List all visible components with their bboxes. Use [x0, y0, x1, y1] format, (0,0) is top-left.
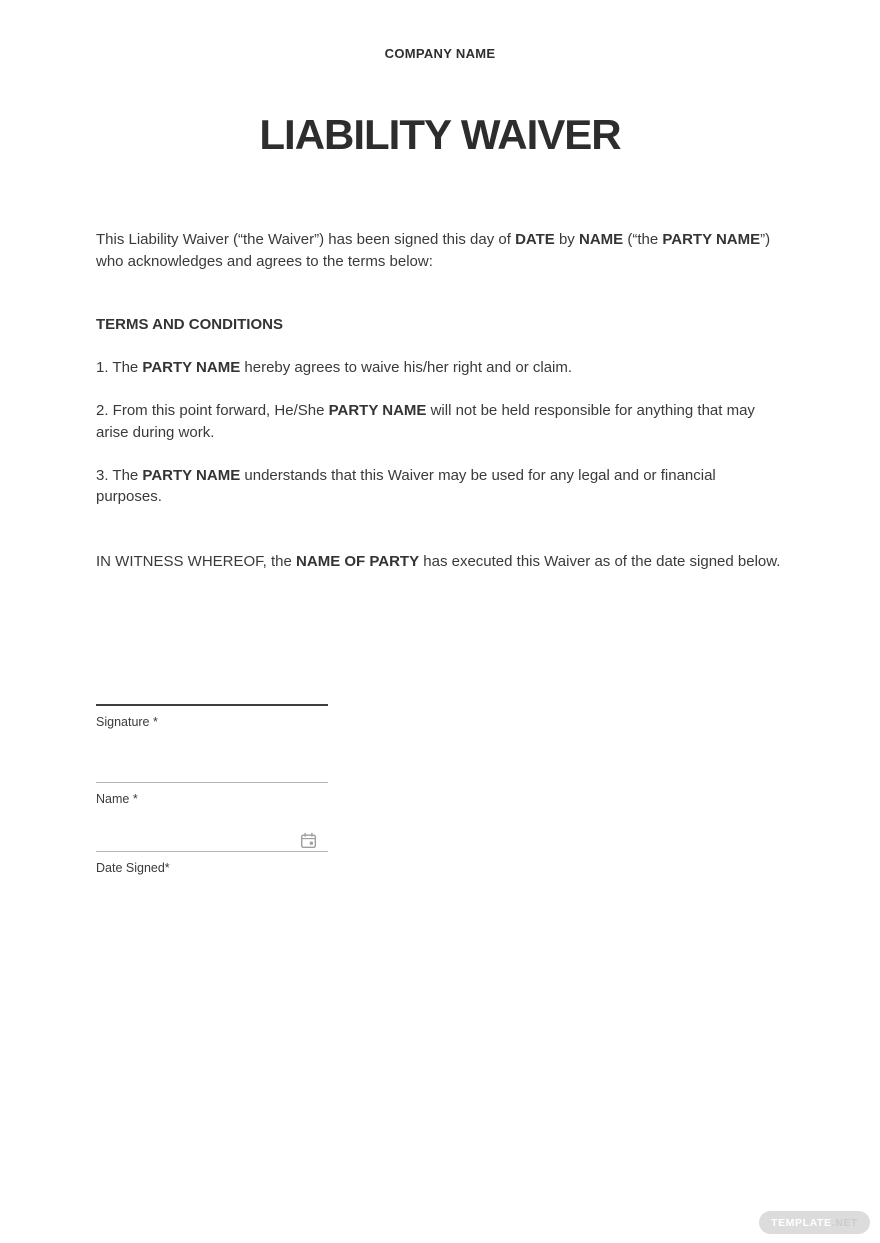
company-name: COMPANY NAME — [384, 46, 496, 61]
witness-text: has executed this Waiver as of the date signed below. — [419, 552, 781, 570]
date-icon-row — [96, 832, 328, 849]
term-text: hereby agrees to waive his/her right and or claim. — [240, 359, 573, 376]
term-text: 3. The — [96, 466, 143, 484]
date-signed-label: Date Signed* — [96, 861, 170, 875]
page-title: LIABILITY WAIVER — [259, 111, 621, 158]
name-line[interactable] — [96, 782, 328, 783]
badge-text-secondary: .NET — [831, 1216, 858, 1229]
name-of-party-placeholder: NAME OF PARTY — [296, 552, 420, 570]
name-label: Name * — [96, 791, 138, 806]
date-signed-field[interactable] — [96, 832, 328, 876]
terms-and-conditions-heading: TERMS AND CONDITIONS — [96, 316, 283, 333]
term-item-2 — [96, 400, 784, 443]
party-name-placeholder: PARTY NAME — [142, 359, 241, 376]
signature-line[interactable] — [96, 704, 328, 706]
party-name-placeholder: PARTY NAME — [328, 402, 427, 419]
intro-text: by — [554, 231, 579, 248]
intro-text: (“the — [623, 231, 663, 248]
term-text: will not be held responsible for anything that may arise during work. — [96, 402, 755, 441]
term-text: 1. The — [96, 359, 143, 376]
name-field[interactable] — [96, 782, 328, 807]
term-item-1 — [96, 357, 784, 379]
term-item-3 — [96, 465, 784, 508]
templatenet-badge — [759, 1211, 870, 1234]
name-placeholder: NAME — [578, 231, 624, 248]
date-placeholder: DATE — [515, 231, 555, 248]
term-text: understands that this Waiver may be used for any legal and or financial purposes. — [96, 466, 716, 505]
witness-paragraph — [96, 551, 784, 573]
party-name-placeholder: PARTY NAME — [662, 231, 761, 248]
party-name-placeholder: PARTY NAME — [142, 466, 241, 484]
intro-text: This Liability Waiver (“the Waiver”) has been signed this day of — [96, 231, 516, 248]
signature-label: Signature * — [96, 715, 158, 729]
intro-text: ”) who acknowledges and agrees to the terms below: — [96, 231, 771, 270]
witness-text: IN WITNESS WHEREOF, the — [96, 552, 297, 570]
term-text: 2. From this point forward, He/She — [96, 402, 329, 419]
signature-field[interactable] — [96, 704, 328, 730]
calendar-icon[interactable] — [300, 832, 317, 849]
date-line[interactable] — [96, 851, 328, 852]
intro-paragraph — [96, 229, 784, 272]
badge-text-primary: TEMPLATE — [771, 1216, 832, 1229]
